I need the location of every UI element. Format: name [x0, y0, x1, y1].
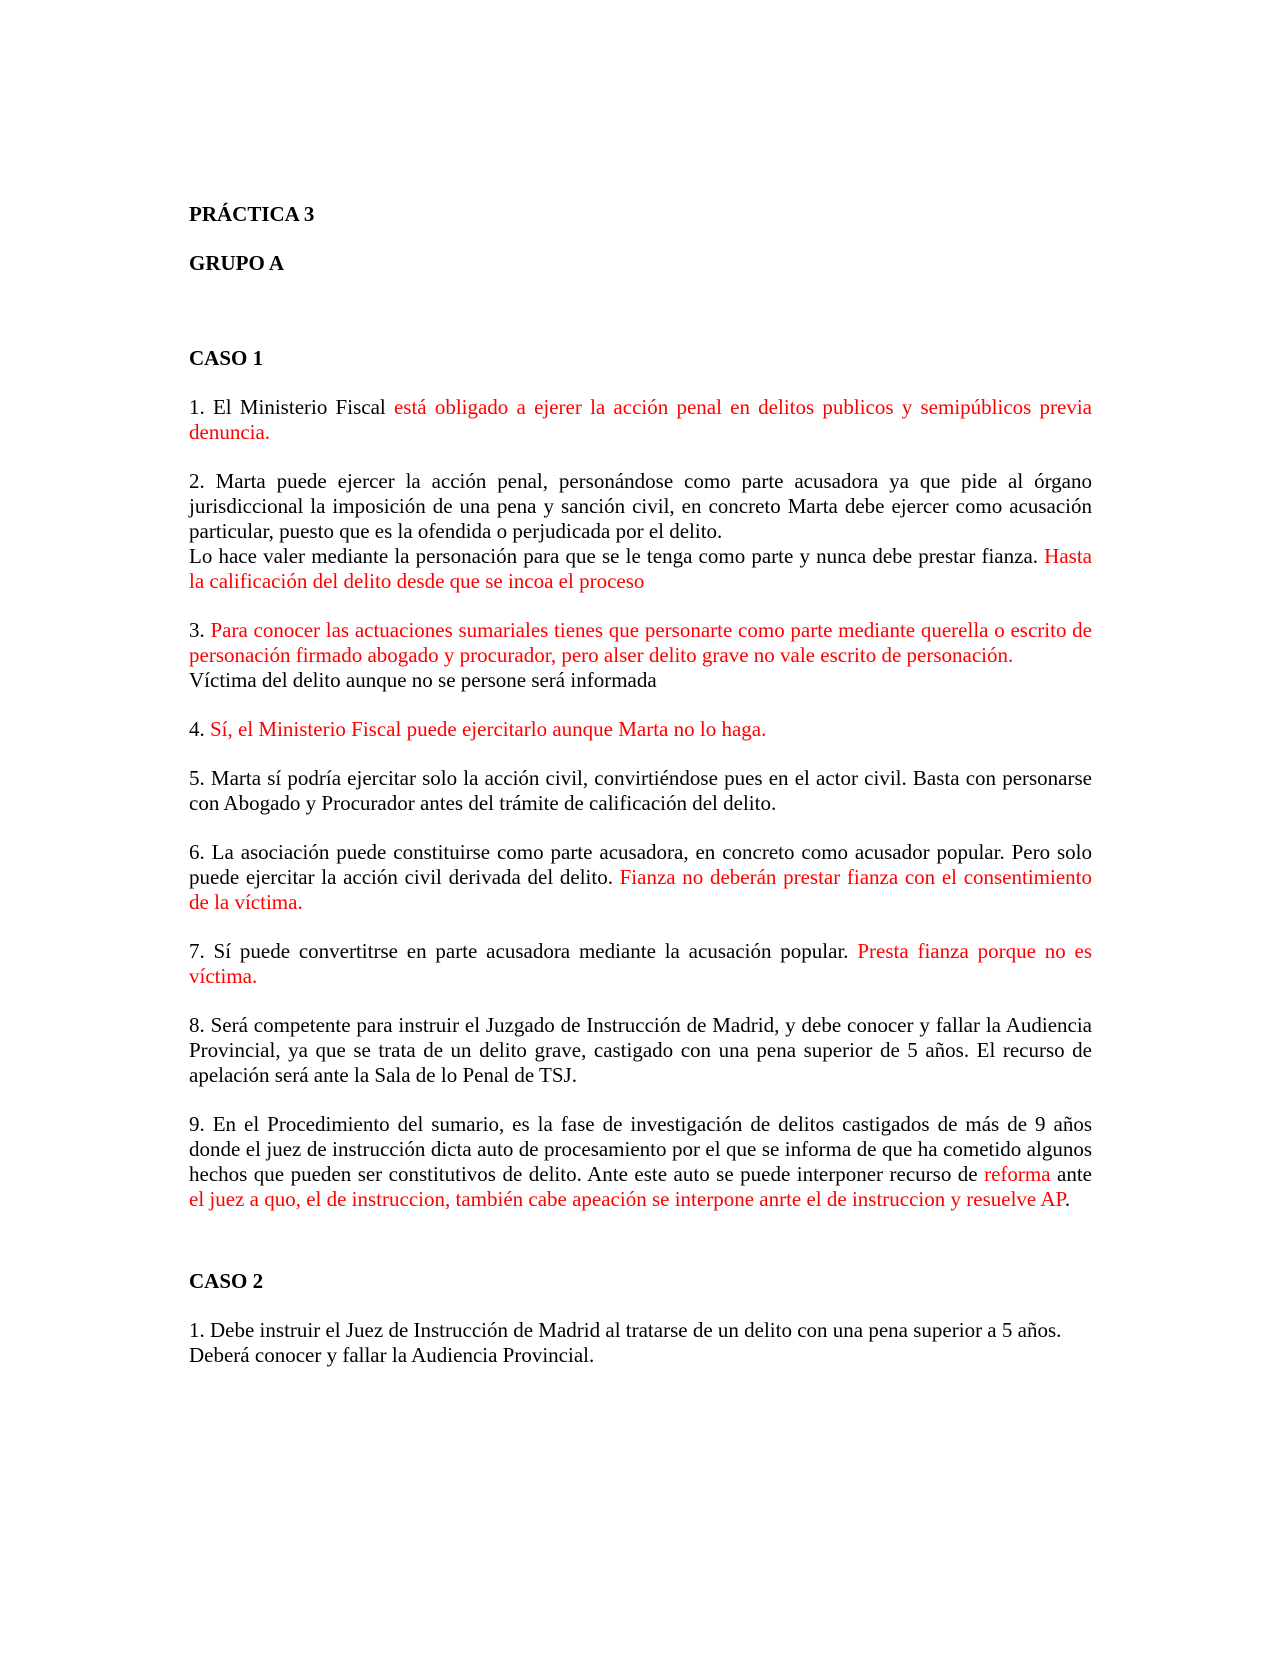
answer-continuation-line — [189, 668, 1092, 693]
case-1-answer-2 — [189, 469, 1092, 594]
case-1-answers — [189, 395, 1092, 1212]
case-2-answer-1 — [189, 1318, 1092, 1368]
case-1-answer-7 — [189, 939, 1092, 989]
answer-text: 3. — [189, 618, 211, 642]
answer-text: Lo hace valer mediante la personación para que se le tenga como parte y nunca debe prestar fianza. — [189, 544, 1045, 568]
document-title: PRÁCTICA 3 — [189, 202, 315, 226]
answer-text: Deberá conocer y fallar la Audiencia Provincial. — [189, 1343, 595, 1367]
case-1-answer-8 — [189, 1013, 1092, 1088]
highlighted-text: Fianza no deberán prestar fianza con el consentimiento de la víctima. — [189, 865, 1092, 914]
answer-text: 5. Marta sí podría ejercitar solo la acción civil, convirtiéndose pues en el actor civil. Basta con personarse con Abogado y Procurador antes del trámite de calificación del delito. — [189, 766, 1092, 815]
case-1-answer-9 — [189, 1112, 1092, 1212]
answer-text: 7. Sí puede convertitrse en parte acusadora mediante la acusación popular. — [189, 939, 858, 963]
answer-text: Víctima del delito aunque no se persone será informada — [189, 668, 657, 692]
answer-continuation-line — [189, 1343, 1092, 1368]
answer-text: 8. Será competente para instruir el Juzgado de Instrucción de Madrid, y debe conocer y fallar la Audiencia Provincial, ya que se trata de un delito grave, castigado con una pena superior de 5 años. El recurso de apelación será ante la Sala de lo Penal de TSJ. — [189, 1013, 1092, 1087]
highlighted-text: Hasta la calificación del delito desde que se incoa el proceso — [189, 544, 1092, 593]
answer-text: ante — [1050, 1162, 1092, 1186]
answer-text: 2. Marta puede ejercer la acción penal, personándose como parte acusadora ya que pide al órgano jurisdiccional la imposición de una pena y sanción civil, en concreto Marta debe ejercer como acusación particular, puesto que es la ofendida o perjudicada por el delito. — [189, 469, 1092, 543]
answer-text: 9. En el Procedimiento del sumario, es la fase de investigación de delitos castigados de más de 9 años donde el juez de instrucción dicta auto de procesamiento por el que se informa de que ha cometido algunos hechos que pueden ser constitutivos de delito. Ante este auto se puede interponer recurso de — [189, 1112, 1092, 1186]
case-1-answer-3 — [189, 618, 1092, 693]
answer-text: . — [1064, 1187, 1071, 1211]
answer-text: 6. La asociación puede constituirse como parte acusadora, en concreto como acusador popular. Pero solo puede ejercitar la acción civil derivada del delito. — [189, 840, 1092, 889]
case-2-heading: CASO 2 — [189, 1269, 264, 1293]
document-page — [189, 202, 1092, 1368]
case-2-answers — [189, 1318, 1092, 1368]
case-1-answer-4 — [189, 717, 1092, 742]
answer-continuation-line — [189, 544, 1092, 594]
case-1-answer-5 — [189, 766, 1092, 816]
case-1-answer-1 — [189, 395, 1092, 445]
case-1-heading: CASO 1 — [189, 346, 264, 370]
group-heading: GRUPO A — [189, 251, 285, 275]
highlighted-text: está obligado a ejerer la acción penal en delitos publicos y semipúblicos previa denuncia. — [189, 395, 1092, 444]
case-1-answer-6 — [189, 840, 1092, 915]
answer-text: 1. Debe instruir el Juez de Instrucción de Madrid al tratarse de un delito con una pena superior a 5 años. — [189, 1318, 1062, 1342]
highlighted-text: reforma — [984, 1162, 1051, 1186]
highlighted-text: el juez a quo, el de instruccion, también cabe apeación se interpone anrte el de instruccion y resuelve AP — [189, 1187, 1065, 1211]
highlighted-text: Sí, el Ministerio Fiscal puede ejercitarlo aunque Marta no lo haga. — [210, 717, 767, 741]
answer-text: 1. El Ministerio Fiscal — [189, 395, 394, 419]
answer-text: 4. — [189, 717, 210, 741]
highlighted-text: Para conocer las actuaciones sumariales tienes que personarte como parte mediante querella o escrito de personación firmado abogado y procurador, pero alser delito grave no vale escrito de personación. — [189, 618, 1093, 667]
highlighted-text: Presta fianza porque no es víctima. — [189, 939, 1093, 988]
